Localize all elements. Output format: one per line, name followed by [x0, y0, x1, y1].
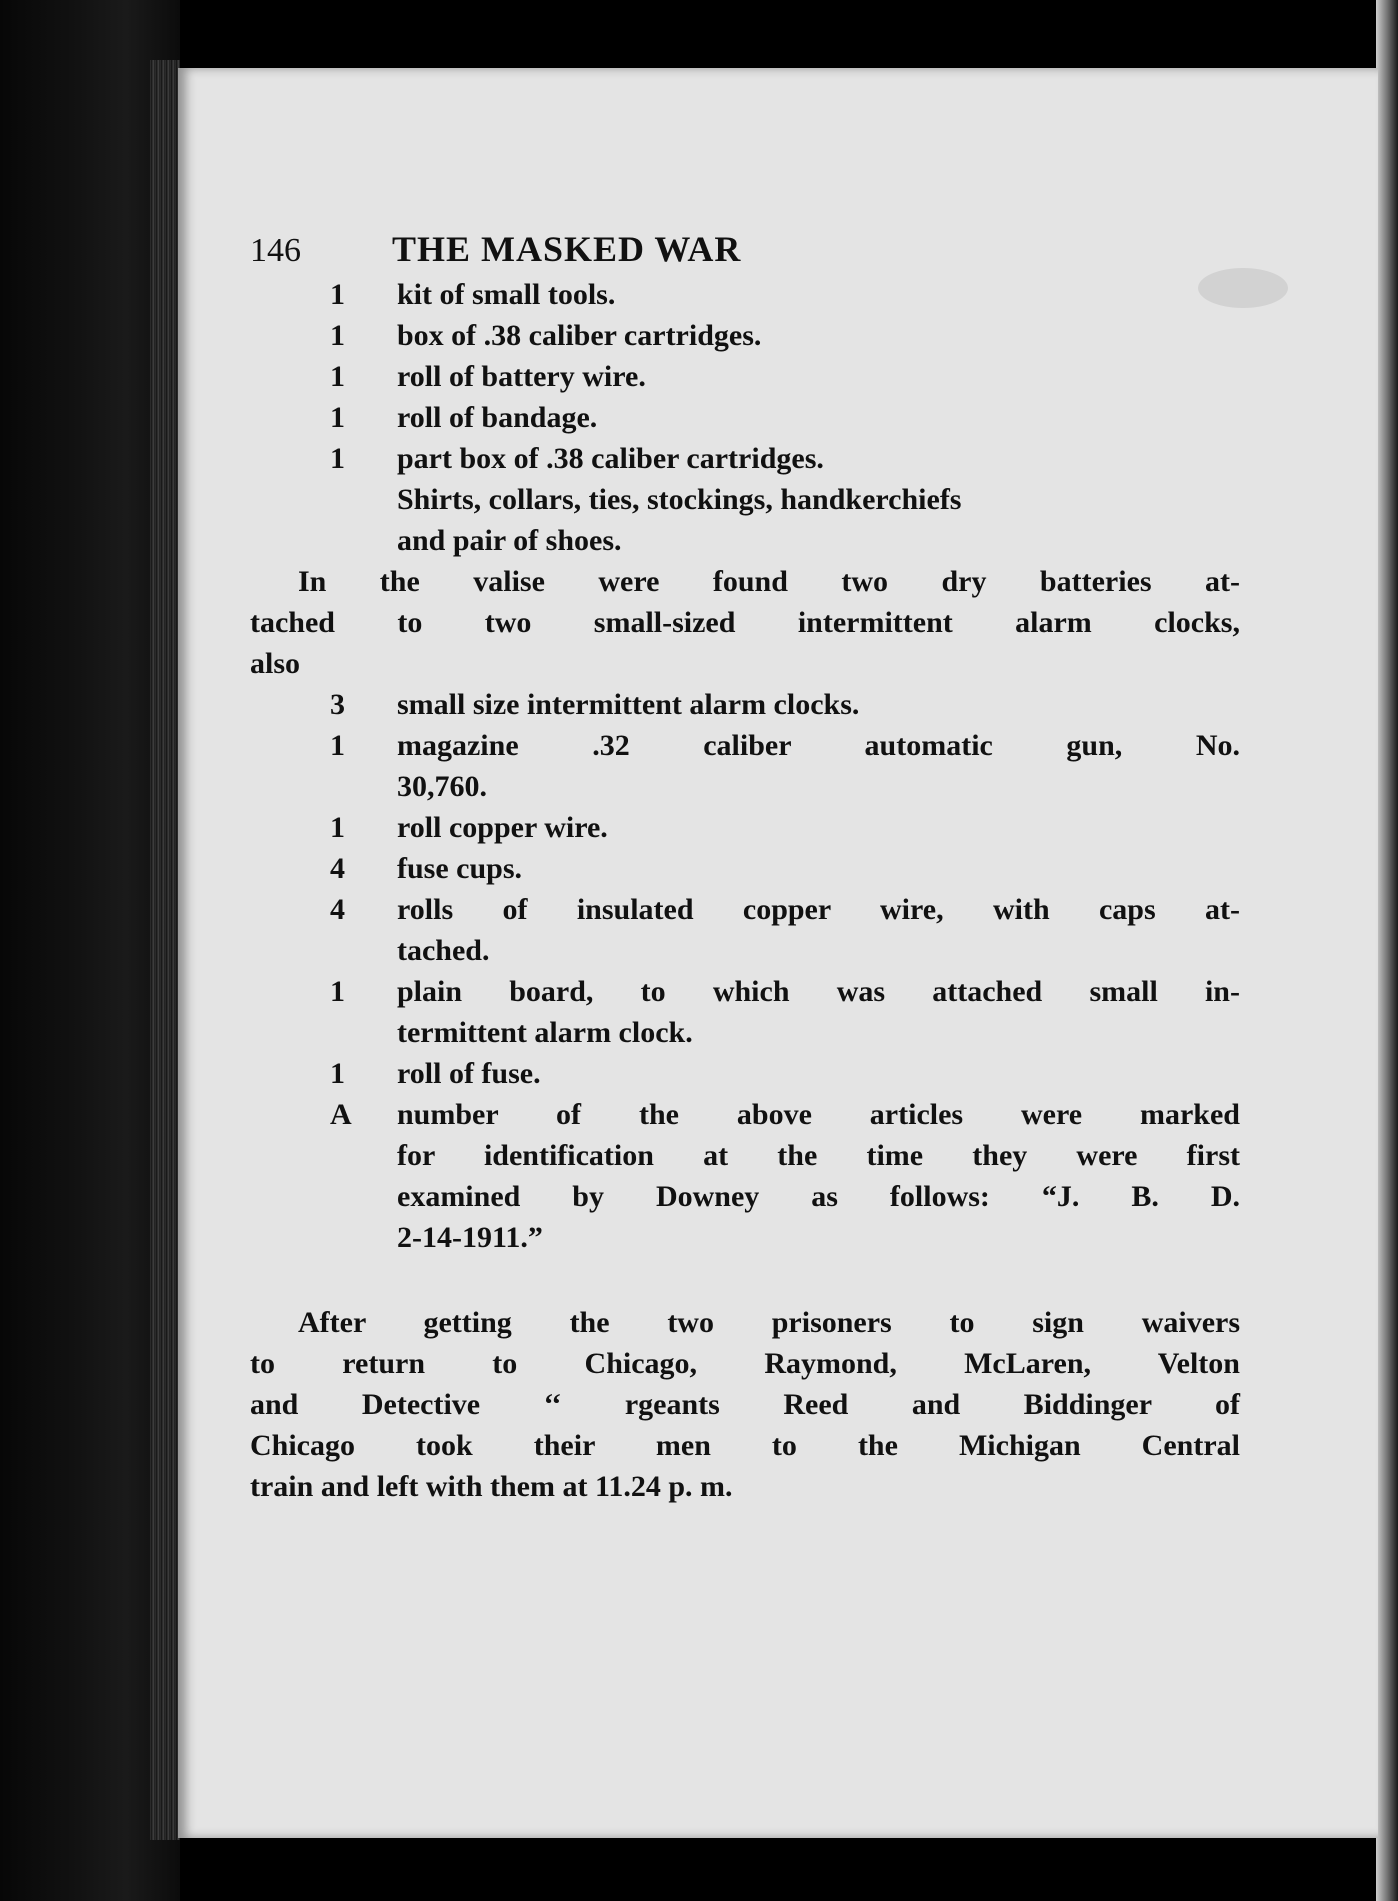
item-quantity: 1 [330, 319, 345, 352]
list-continuation [250, 1135, 1240, 1176]
list-item [250, 1053, 1240, 1094]
item-quantity: 1 [330, 975, 345, 1008]
list-continuation: termittent alarm clock. [397, 1016, 693, 1049]
list-item [250, 397, 1240, 438]
item-quantity: 1 [330, 360, 345, 393]
item-text: roll of battery wire. [397, 360, 646, 393]
item-text: rolls of insulated copper wire, with caps at- [397, 893, 1240, 926]
item-text: part box of .38 caliber cartridges. [397, 442, 824, 475]
paragraph-line: to return to Chicago, Raymond, McLaren, Velton [250, 1347, 1240, 1380]
item-quantity: 4 [330, 852, 345, 885]
list-item [250, 315, 1240, 356]
item-text: roll of fuse. [397, 1057, 541, 1090]
item-text: number of the above articles were marked [397, 1098, 1240, 1131]
item-quantity: A [330, 1098, 352, 1131]
paragraph-gap [250, 1258, 1240, 1302]
list-continuation: 2-14-1911.” [397, 1221, 543, 1254]
list-item [250, 1094, 1240, 1135]
inventory-list-two [250, 684, 1240, 1258]
inventory-list-one [250, 274, 1240, 561]
list-item [250, 971, 1240, 1012]
paragraph-line: and Detective ‘‘ rgeants Reed and Biddinger of [250, 1388, 1240, 1421]
list-item [250, 684, 1240, 725]
page-body [250, 228, 1240, 1507]
closing-paragraph [250, 1302, 1240, 1507]
list-item [250, 725, 1240, 766]
item-quantity: 1 [330, 278, 345, 311]
paragraph-line: Chicago took their men to the Michigan Central [250, 1429, 1240, 1462]
page-header [250, 228, 1240, 274]
continuation-text: examined by Downey as follows: “J. B. D. [397, 1180, 1240, 1213]
paragraph-line: also [250, 647, 301, 680]
item-text: fuse cups. [397, 852, 523, 885]
item-quantity: 4 [330, 893, 345, 926]
item-text: box of .38 caliber cartridges. [397, 319, 762, 352]
paragraph-line: After getting the two prisoners to sign waivers [298, 1306, 1240, 1339]
right-page-edge [1376, 0, 1398, 1901]
item-quantity: 3 [330, 688, 345, 721]
item-text: roll of bandage. [397, 401, 598, 434]
paragraph-line: tached to two small-sized intermittent alarm clocks, [250, 606, 1240, 639]
list-continuation [250, 1176, 1240, 1217]
list-item [250, 889, 1240, 930]
list-item [250, 848, 1240, 889]
item-text: kit of small tools. [397, 278, 616, 311]
list-continuation: tached. [397, 934, 490, 967]
item-text: roll copper wire. [397, 811, 608, 844]
item-quantity: 1 [330, 401, 345, 434]
binding-edge [150, 60, 180, 1840]
item-quantity: 1 [330, 1057, 345, 1090]
running-head: THE MASKED WAR [392, 229, 742, 269]
paragraph-line: train and left with them at 11.24 p. m. [250, 1470, 733, 1503]
list-item [250, 438, 1240, 479]
list-continuation: 30,760. [397, 770, 487, 803]
item-quantity: 1 [330, 811, 345, 844]
paragraph-line: In the valise were found two dry batteries at- [298, 565, 1240, 598]
item-quantity: 1 [330, 442, 345, 475]
page-number: 146 [250, 232, 301, 269]
item-text: plain board, to which was attached small in- [397, 975, 1240, 1008]
item-text: small size intermittent alarm clocks. [397, 688, 860, 721]
list-item [250, 274, 1240, 315]
list-continuation: and pair of shoes. [397, 524, 622, 557]
list-item [250, 807, 1240, 848]
list-continuation: Shirts, collars, ties, stockings, handkerchiefs [397, 483, 962, 516]
item-text: magazine .32 caliber automatic gun, No. [397, 729, 1240, 762]
continuation-text: for identification at the time they were first [397, 1139, 1240, 1172]
list-item [250, 356, 1240, 397]
item-quantity: 1 [330, 729, 345, 762]
valise-paragraph [250, 561, 1240, 684]
